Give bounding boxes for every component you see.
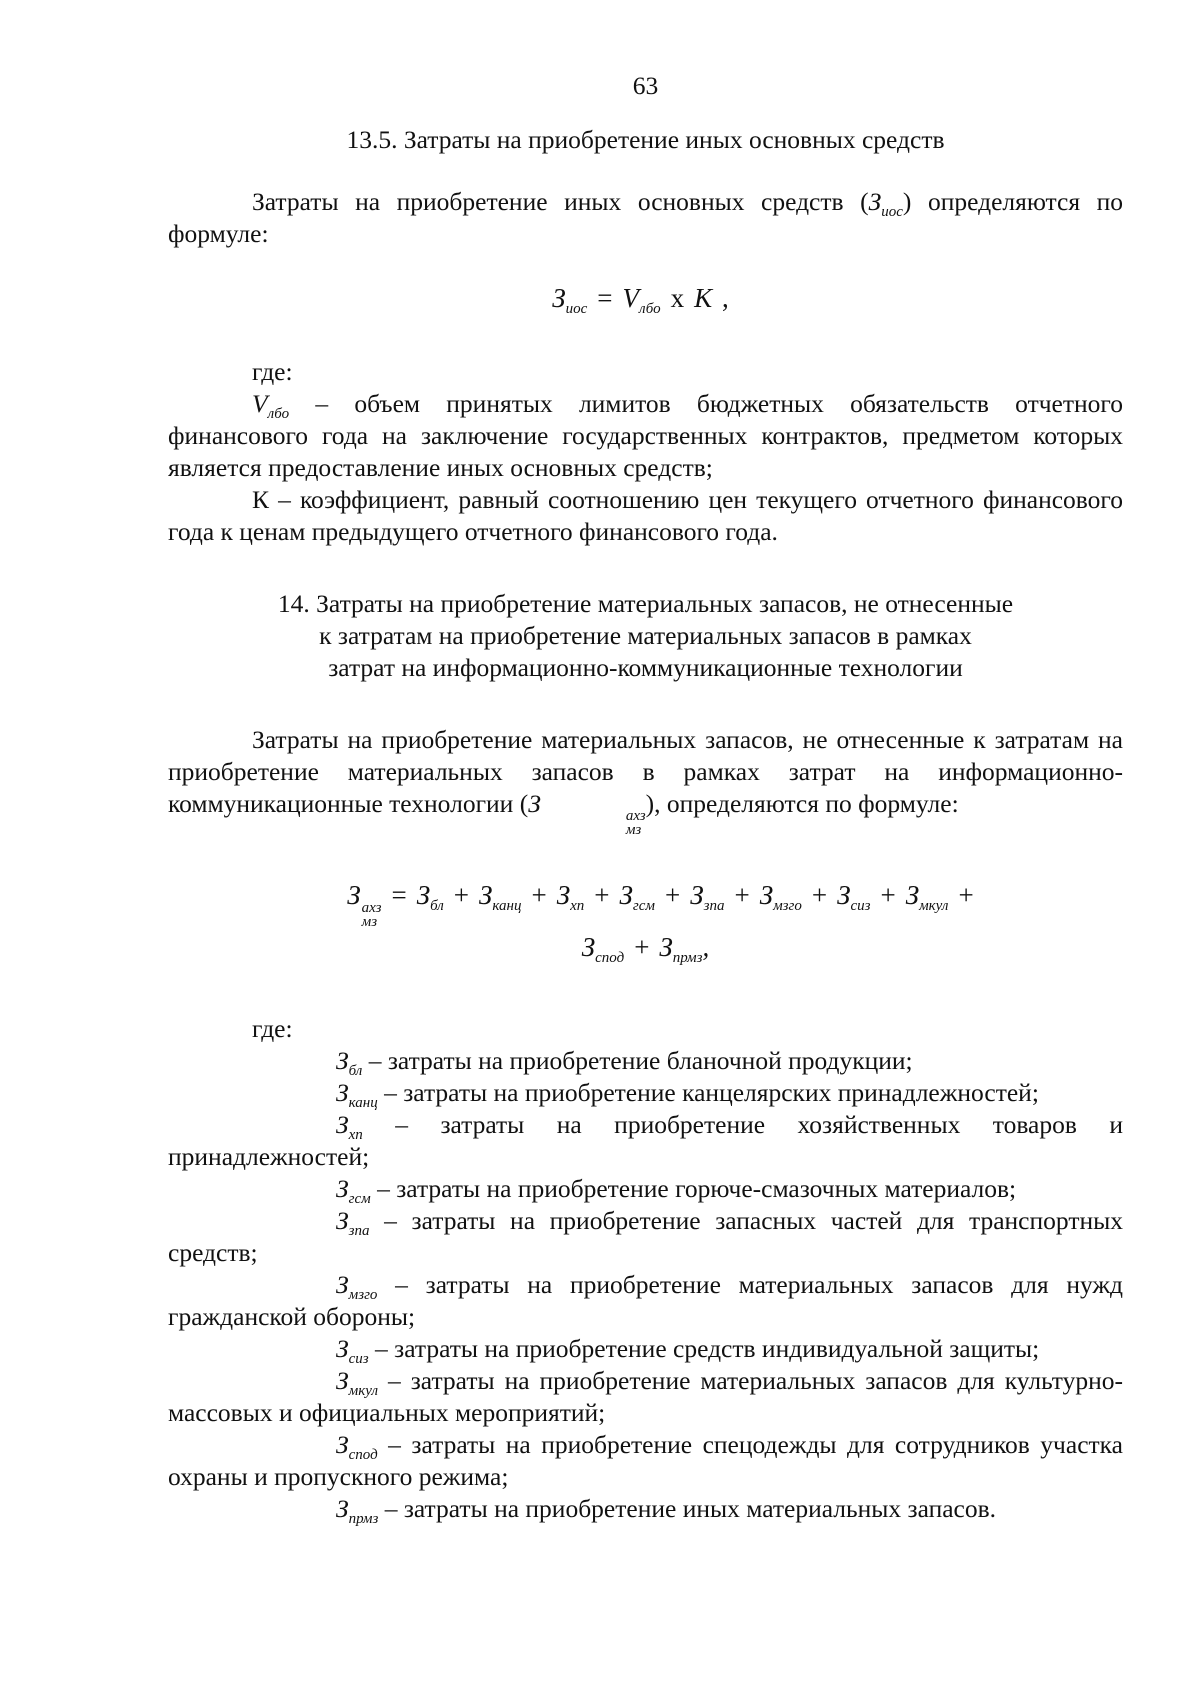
section-13-5-heading: 13.5. Затраты на приобретение иных основных средств bbox=[346, 125, 945, 154]
formula-v: $V_{лбо}$ bbox=[622, 283, 661, 317]
definition-mkul bbox=[168, 1365, 1123, 1429]
formula-plus: + bbox=[880, 880, 896, 910]
definition-term: $З_{прмз}$ bbox=[336, 1494, 379, 1527]
formula-14-line-1 bbox=[168, 877, 1123, 929]
formula-times: х bbox=[670, 283, 685, 313]
definition-gsm bbox=[168, 1173, 1123, 1205]
definition-v-lbo bbox=[168, 388, 1123, 484]
definition-text: – затраты на приобретение горюче-смазочных материалов; bbox=[370, 1174, 1017, 1203]
page-content bbox=[168, 70, 1123, 1525]
formula-trail: , bbox=[722, 283, 729, 313]
formula-plus: + bbox=[531, 880, 547, 910]
definition-term: $З_{бл}$ bbox=[336, 1046, 363, 1079]
definition-term: $З_{зпа}$ bbox=[336, 1206, 370, 1239]
formula-plus: + bbox=[811, 880, 828, 910]
definition-term: $V_{лбо}$ bbox=[252, 389, 290, 422]
definition-text: – затраты на приобретение запасных частей для транспортных средств; bbox=[168, 1206, 1123, 1267]
definition-bl bbox=[168, 1045, 1123, 1077]
intro-text-before: Затраты на приобретение материальных запасов, не отнесенные к затратам на приобретение материальных запасов в рамках затрат на информационно-коммуникационные технологии ( bbox=[168, 725, 1123, 818]
intro-variable: $З_{иос}$ bbox=[868, 187, 903, 220]
definition-term: $З_{сиз}$ bbox=[336, 1334, 369, 1367]
formula-14-line-2 bbox=[168, 929, 1123, 965]
definition-mzgo bbox=[168, 1269, 1123, 1333]
formula-term-kanc: $З_{канц}$ bbox=[479, 880, 522, 914]
section-14-heading-line-3: затрат на информационно-коммуникационные технологии bbox=[328, 653, 963, 682]
where-label-13-5: где: bbox=[252, 357, 293, 386]
definition-text: – затраты на приобретение иных материальных запасов. bbox=[378, 1494, 997, 1523]
definition-text: – затраты на приобретение спецодежды для сотрудников участка охраны и пропускного режима; bbox=[168, 1430, 1123, 1491]
formula-term-hp: $З_{хп}$ bbox=[556, 880, 585, 914]
definition-term: $З_{мзго}$ bbox=[336, 1270, 378, 1303]
definition-spod bbox=[168, 1429, 1123, 1493]
formula-term-siz: $З_{сиз}$ bbox=[837, 880, 871, 914]
definition-text: – затраты на приобретение средств индивидуальной защиты; bbox=[368, 1334, 1040, 1363]
formula-equals: = bbox=[391, 880, 407, 910]
section-14-heading-line-2: к затратам на приобретение материальных запасов в рамках bbox=[319, 621, 972, 650]
formula-plus: + bbox=[634, 932, 650, 962]
formula-plus: + bbox=[594, 880, 610, 910]
definition-kanc bbox=[168, 1077, 1123, 1109]
definition-text: – затраты на приобретение материальных запасов для нужд гражданской обороны; bbox=[168, 1270, 1123, 1331]
definition-text: – затраты на приобретение материальных запасов для культурно-массовых и официальных мероприятий; bbox=[168, 1366, 1123, 1427]
intro-text-after: ) определяются по формуле: bbox=[168, 187, 1123, 248]
definition-prmz bbox=[168, 1493, 1123, 1525]
intro-variable: З ахз мз bbox=[528, 789, 646, 838]
intro-text-after: ), определяются по формуле: bbox=[645, 789, 959, 818]
formula-trail: , bbox=[702, 932, 710, 962]
formula-term-gsm: $З_{гсм}$ bbox=[619, 880, 655, 914]
definition-text: – затраты на приобретение хозяйственных товаров и принадлежностей; bbox=[168, 1110, 1123, 1171]
definition-term: $З_{канц}$ bbox=[336, 1078, 378, 1111]
definition-siz bbox=[168, 1333, 1123, 1365]
formula-term-prmz: $З_{прмз}$ bbox=[659, 932, 703, 966]
definition-term: $З_{гсм}$ bbox=[336, 1174, 371, 1207]
section-13-5-intro bbox=[168, 186, 1123, 250]
formula-plus: + bbox=[664, 880, 681, 910]
formula-term-bl: $З_{бл}$ bbox=[416, 880, 444, 914]
definition-k: К – коэффициент, равный соотношению цен текущего отчетного финансового года к ценам предыдущего отчетного финансового года. bbox=[168, 485, 1123, 546]
formula-term-zpa: $З_{зпа}$ bbox=[690, 880, 725, 914]
formula-lhs: З ахз мз bbox=[347, 880, 382, 930]
definition-term: $З_{хп}$ bbox=[336, 1110, 363, 1143]
intro-text-before: Затраты на приобретение иных основных средств ( bbox=[252, 187, 869, 216]
definition-text: – объем принятых лимитов бюджетных обязательств отчетного финансового года на заключение государственных контрактов, предметом которых является предоставление иных основных средств; bbox=[168, 389, 1123, 482]
section-14-intro bbox=[168, 724, 1123, 837]
definition-text: – затраты на приобретение канцелярских принадлежностей; bbox=[377, 1078, 1039, 1107]
where-label-14: где: bbox=[252, 1014, 293, 1043]
formula-plus: + bbox=[958, 880, 974, 910]
section-14-heading-line-1: 14. Затраты на приобретение материальных запасов, не отнесенные bbox=[277, 589, 1014, 618]
formula-plus: + bbox=[453, 880, 470, 910]
formula-term-mkul: $З_{мкул}$ bbox=[905, 880, 949, 914]
page-number: 63 bbox=[632, 71, 659, 100]
definition-zpa bbox=[168, 1205, 1123, 1269]
formula-k: К bbox=[694, 283, 713, 313]
formula-term-mzgo: $З_{мзго}$ bbox=[759, 880, 802, 914]
definition-hp bbox=[168, 1109, 1123, 1173]
formula-lhs: $З_{иос}$ bbox=[552, 283, 588, 317]
formula-13-5 bbox=[168, 280, 1123, 316]
formula-plus: + bbox=[734, 880, 750, 910]
formula-equals: = bbox=[597, 283, 613, 313]
formula-term-spod: $З_{спод}$ bbox=[581, 932, 625, 966]
definition-term: $З_{мкул}$ bbox=[336, 1366, 379, 1399]
definition-text: – затраты на приобретение бланочной продукции; bbox=[362, 1046, 913, 1075]
definition-term: $З_{спод}$ bbox=[336, 1430, 378, 1463]
